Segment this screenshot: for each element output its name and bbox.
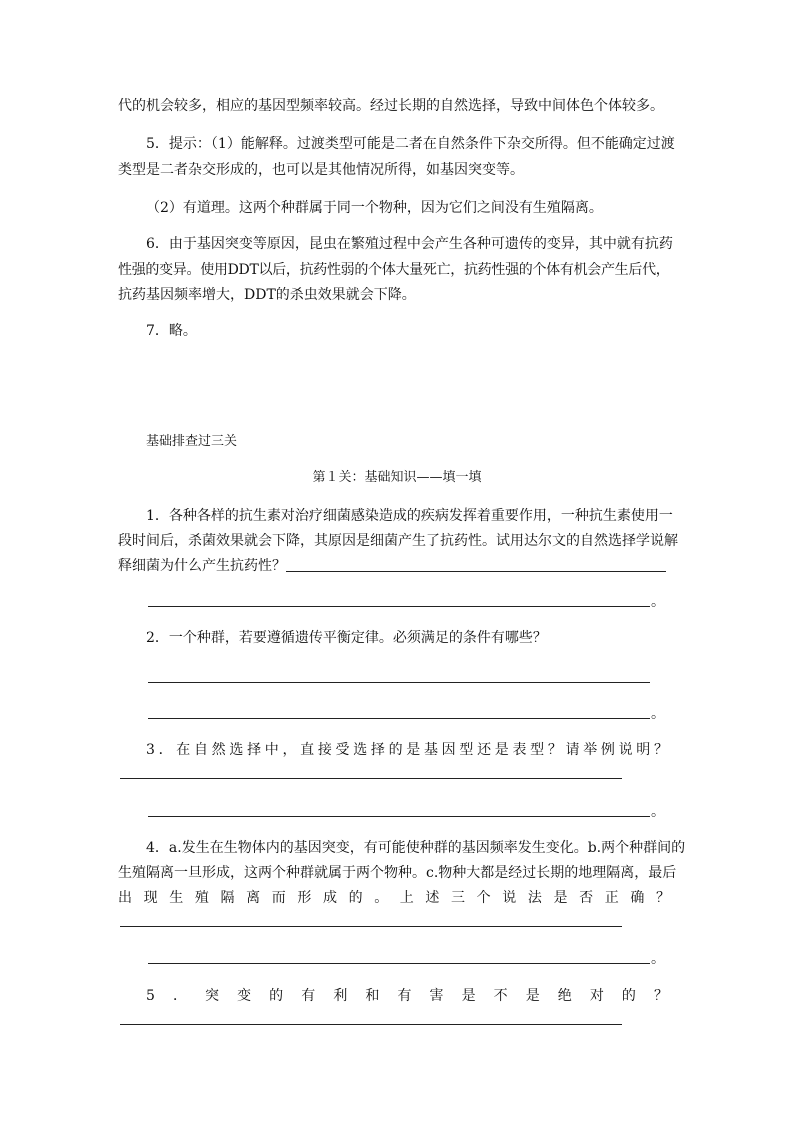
question-1-line-2: 段时间后，杀菌效果就会下降，其原因是细菌产生了抗药性。试用达尔文的自然选择学说解: [118, 533, 678, 549]
answer-blank-3a[interactable]: [120, 778, 622, 779]
question-2: 2．一个种群，若要遵循遗传平衡定律。必须满足的条件有哪些？: [146, 630, 547, 646]
answer-blank-1a[interactable]: [286, 571, 666, 572]
period-mark: 。: [651, 594, 665, 610]
question-5: 5．突变的有利和有害是不是绝对的？: [146, 988, 668, 1004]
answer-5-line-2: 类型是二者杂交形成的，也可以是其他情况所得，如基因突变等。: [118, 162, 524, 178]
question-4-line-1: 4．a.发生在生物体内的基因突变，有可能使种群的基因频率发生变化。b.两个种群间的: [146, 840, 686, 856]
question-1-line-3: 释细菌为什么产生抗药性？: [118, 558, 286, 574]
period-mark: 。: [651, 804, 665, 820]
question-1-line-1: 1．各种各样的抗生素对治疗细菌感染造成的疾病发挥着重要作用，一种抗生素使用一: [146, 508, 673, 524]
answer-6-line-2: 性强的变异。使用DDT以后，抗药性弱的个体大量死亡，抗药性强的个体有机会产生后代，: [118, 262, 670, 278]
answer-5-line-1: 5．提示：（1）能解释。过渡类型可能是二者在自然条件下杂交所得。但不能确定过渡: [146, 136, 675, 152]
answer-blank-2a[interactable]: [148, 682, 650, 683]
period-mark: 。: [651, 706, 665, 722]
answer-7: 7．略。: [146, 323, 197, 339]
answer-6-line-1: 6．由于基因突变等原因，昆虫在繁殖过程中会产生各种可遗传的变异，其中就有抗药: [146, 236, 673, 252]
answer-continuation-line: 代的机会较多，相应的基因型频率较高。经过长期的自然选择，导致中间体色个体较多。: [118, 98, 664, 114]
answer-blank-2b[interactable]: [148, 718, 650, 719]
period-mark: 。: [651, 951, 665, 967]
section-subheading: 第１关：基础知识——填一填: [312, 470, 482, 485]
section-heading: 基础排查过三关: [146, 434, 238, 449]
answer-blank-1b[interactable]: [148, 606, 650, 607]
answer-blank-4b[interactable]: [148, 963, 650, 964]
question-4-line-3: 出现生殖隔离而形成的。上述三个说法是否正确？: [118, 890, 670, 906]
question-4-line-2: 生殖隔离一旦形成，这两个种群就属于两个物种。c.物种大都是经过长期的地理隔离，最后: [118, 865, 677, 881]
question-3: 3．在自然选择中，直接受选择的是基因型还是表型？请举例说明？: [146, 742, 668, 758]
answer-5-part-2: （2）有道理。这两个种群属于同一个物种，因为它们之间没有生殖隔离。: [146, 200, 603, 216]
answer-blank-3b[interactable]: [148, 816, 650, 817]
answer-6-line-3: 抗药基因频率增大，DDT的杀虫效果就会下降。: [118, 287, 416, 303]
answer-blank-4a[interactable]: [120, 926, 622, 927]
answer-blank-5a[interactable]: [120, 1024, 622, 1025]
